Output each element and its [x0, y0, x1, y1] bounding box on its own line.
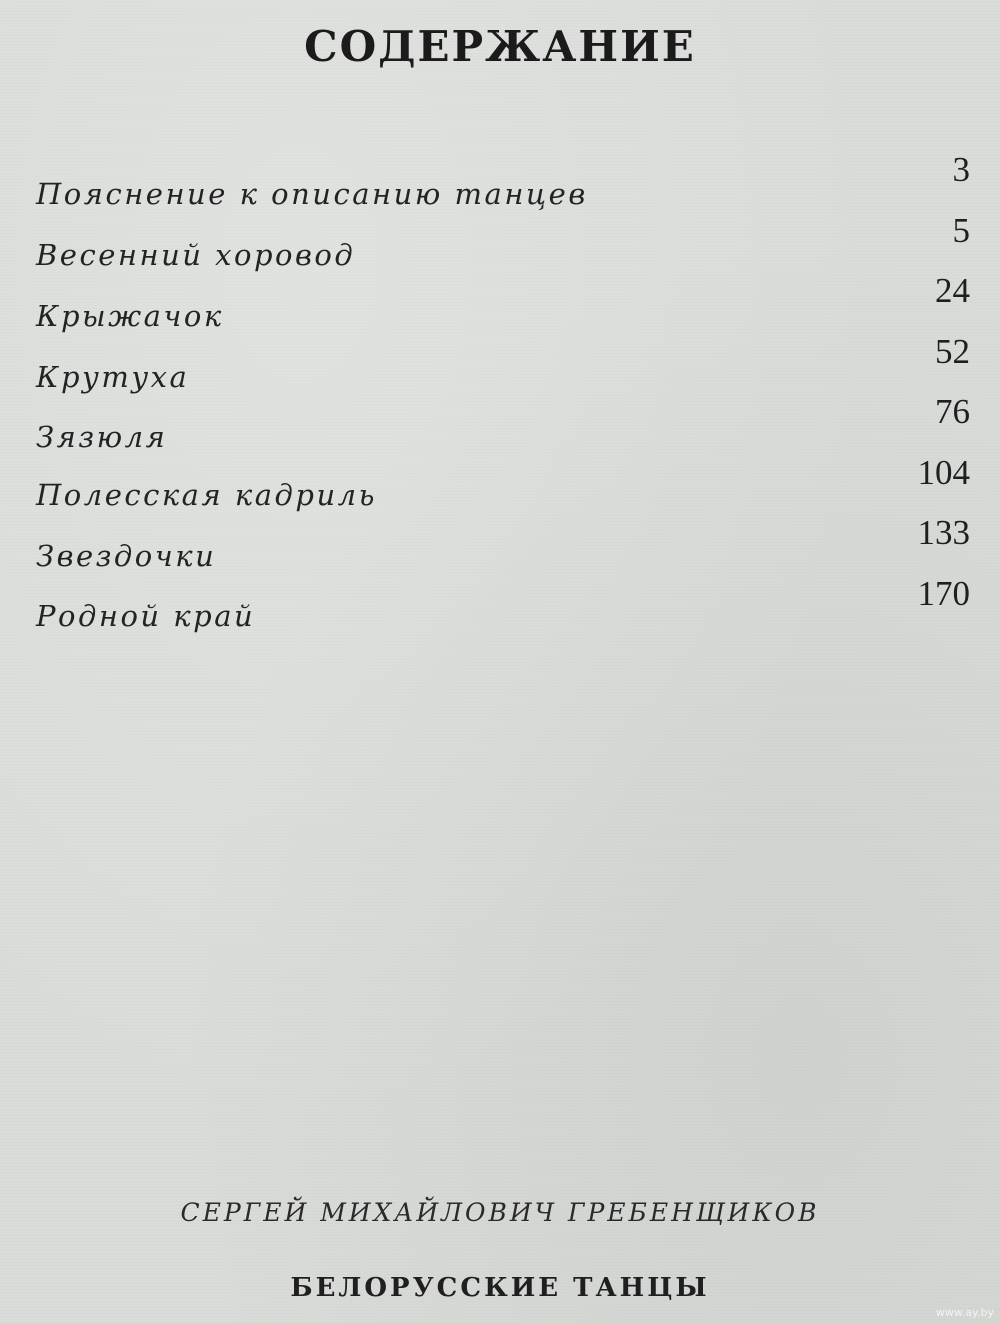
toc-entry-page: 3 — [952, 150, 970, 189]
toc-entry — [0, 331, 1000, 394]
toc-entry-page: 104 — [917, 453, 970, 492]
watermark: www.ay.by — [935, 1306, 994, 1319]
toc-entry-page: 5 — [952, 211, 970, 250]
author-name: СЕРГЕЙ МИХАЙЛОВИЧ ГРЕБЕНЩИКОВ — [180, 1198, 820, 1227]
toc-entry-title: Весенний хоровод — [36, 238, 356, 272]
toc-entry-page: 52 — [935, 332, 970, 371]
toc-entry — [0, 574, 1000, 634]
toc-entry-title: Крутуха — [36, 360, 190, 394]
toc-entry — [0, 453, 1000, 513]
toc-entry-title: Пояснение к описанию танцев — [36, 177, 588, 211]
book-title: БЕЛОРУССКИЕ ТАНЦЫ — [290, 1273, 710, 1303]
toc-entry — [0, 210, 1000, 270]
toc-entry — [0, 513, 1000, 573]
toc-entry-page: 24 — [935, 271, 970, 310]
toc-entry-page: 170 — [917, 574, 970, 613]
toc-entry — [0, 392, 1000, 452]
toc-entry-title: Полесская кадриль — [36, 478, 377, 512]
toc-entry-title: Зязюля — [36, 420, 168, 454]
contents-heading: СОДЕРЖАНИЕ — [304, 22, 696, 71]
toc-entry-title: Звездочки — [36, 539, 217, 573]
toc-entry-page: 133 — [917, 513, 970, 552]
toc-entry-title: Родной край — [36, 599, 256, 633]
toc-entry-title: Крыжачок — [36, 299, 224, 333]
toc-entry — [0, 270, 1000, 333]
toc-entry-page: 76 — [935, 392, 970, 431]
toc-entry — [0, 150, 1000, 210]
